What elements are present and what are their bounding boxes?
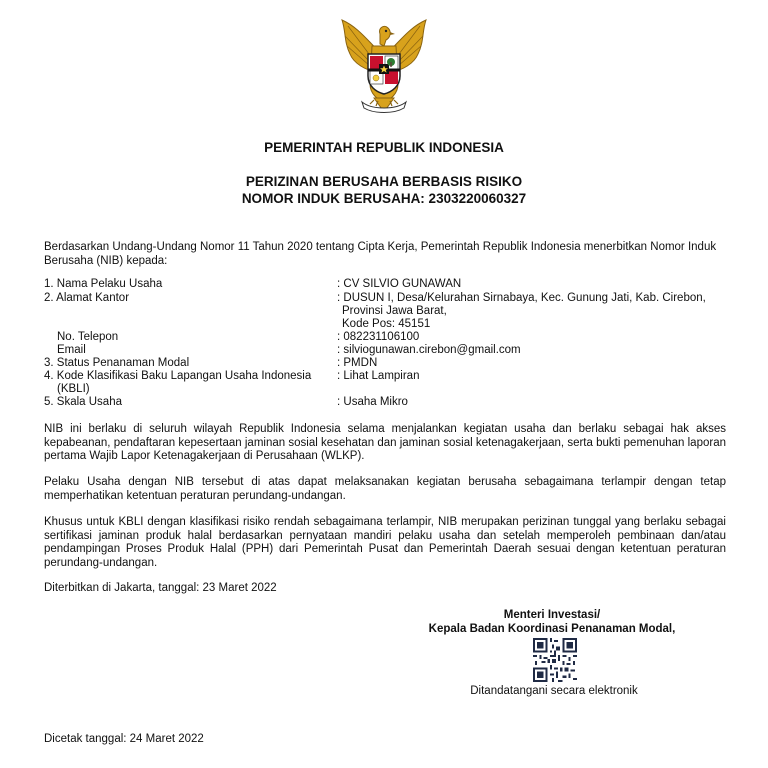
office-address-label: 2. Alamat Kantor: [44, 292, 130, 304]
government-title: PEMERINTAH REPUBLIK INDONESIA: [264, 140, 504, 155]
phone-value: : 082231106100: [337, 331, 420, 343]
signatory-title-line2: Kepala Badan Koordinasi Penanaman Modal,: [428, 622, 676, 635]
kbli-value: : Lihat Lampiran: [337, 370, 420, 382]
business-name-label: 1. Nama Pelaku Usaha: [44, 278, 163, 290]
nib-number-title: NOMOR INDUK BERUSAHA: 2303220060327: [241, 191, 527, 206]
electronic-signature-note: Ditandatangani secara elektronik: [470, 685, 638, 697]
office-address-line1: : DUSUN I, Desa/Kelurahan Sirnabaya, Kec. Gunung Jati, Kab. Cirebon,: [337, 292, 706, 304]
signatory-title: [400, 609, 704, 636]
investment-status-label: 3. Status Penanaman Modal: [44, 357, 190, 369]
qr-code-icon: [533, 638, 577, 682]
activity-paragraph: Pelaku Usaha dengan NIB tersebut di atas dapat melaksanakan kegiatan berusaha sebagaimana terlampir dengan tetap memperhatikan ketentuan peraturan perundang-undangan.: [44, 476, 726, 502]
document-title: PERIZINAN BERUSAHA BERBASIS RISIKO: [245, 174, 523, 189]
office-address-line3: Kode Pos: 45151: [342, 318, 431, 330]
validity-paragraph: NIB ini berlaku di seluruh wilayah Republik Indonesia selama menjalankan kegiatan usaha dan berlaku sebagai hak akses kepabeanan, pendaftaran kepesertaan jaminan sosial kesehatan dan jaminan sosial ketenagakerjaan, serta bukti pemenuhan laporan pertama Wajib Lapor Ketenagakerjaan di Perusahaan (WLKP).: [44, 423, 726, 462]
signatory-title-line1: Menteri Investasi/: [503, 609, 601, 621]
halal-paragraph: Khusus untuk KBLI dengan klasifikasi risiko rendah sebagaimana terlampir, NIB merupakan perizinan tunggal yang berlaku sebagai sertifikasi jaminan produk halal berdasarkan pernyataan mandiri pelaku usaha dan setelah memperoleh pembinaan dan/atau pendampingan Proses Produk Halal (PPH) dari Pemerintah Pusat dan Pemerintah Daerah sesuai dengan ketentuan peraturan perundang-undangan.: [44, 516, 726, 569]
office-address-line2: Provinsi Jawa Barat,: [342, 305, 447, 317]
garuda-emblem-icon: [332, 14, 436, 118]
kbli-label-line2: (KBLI): [57, 383, 90, 395]
email-value: : silviogunawan.cirebon@gmail.com: [337, 344, 521, 356]
business-scale-value: : Usaha Mikro: [337, 396, 408, 408]
printed-date: Dicetak tanggal: 24 Maret 2022: [44, 733, 204, 745]
investment-status-value: : PMDN: [337, 357, 378, 369]
email-label: Email: [57, 344, 86, 356]
business-name-value: : CV SILVIO GUNAWAN: [337, 278, 462, 290]
intro-paragraph: Berdasarkan Undang-Undang Nomor 11 Tahun 2020 tentang Cipta Kerja, Pemerintah Republik Indonesia menerbitkan Nomor Induk Berusaha (NIB) kepada:: [44, 241, 717, 267]
phone-label: No. Telepon: [57, 331, 119, 343]
issued-date: Diterbitkan di Jakarta, tanggal: 23 Maret 2022: [44, 582, 277, 594]
business-scale-label: 5. Skala Usaha: [44, 396, 122, 408]
kbli-label: 4. Kode Klasifikasi Baku Lapangan Usaha Indonesia: [44, 370, 312, 382]
